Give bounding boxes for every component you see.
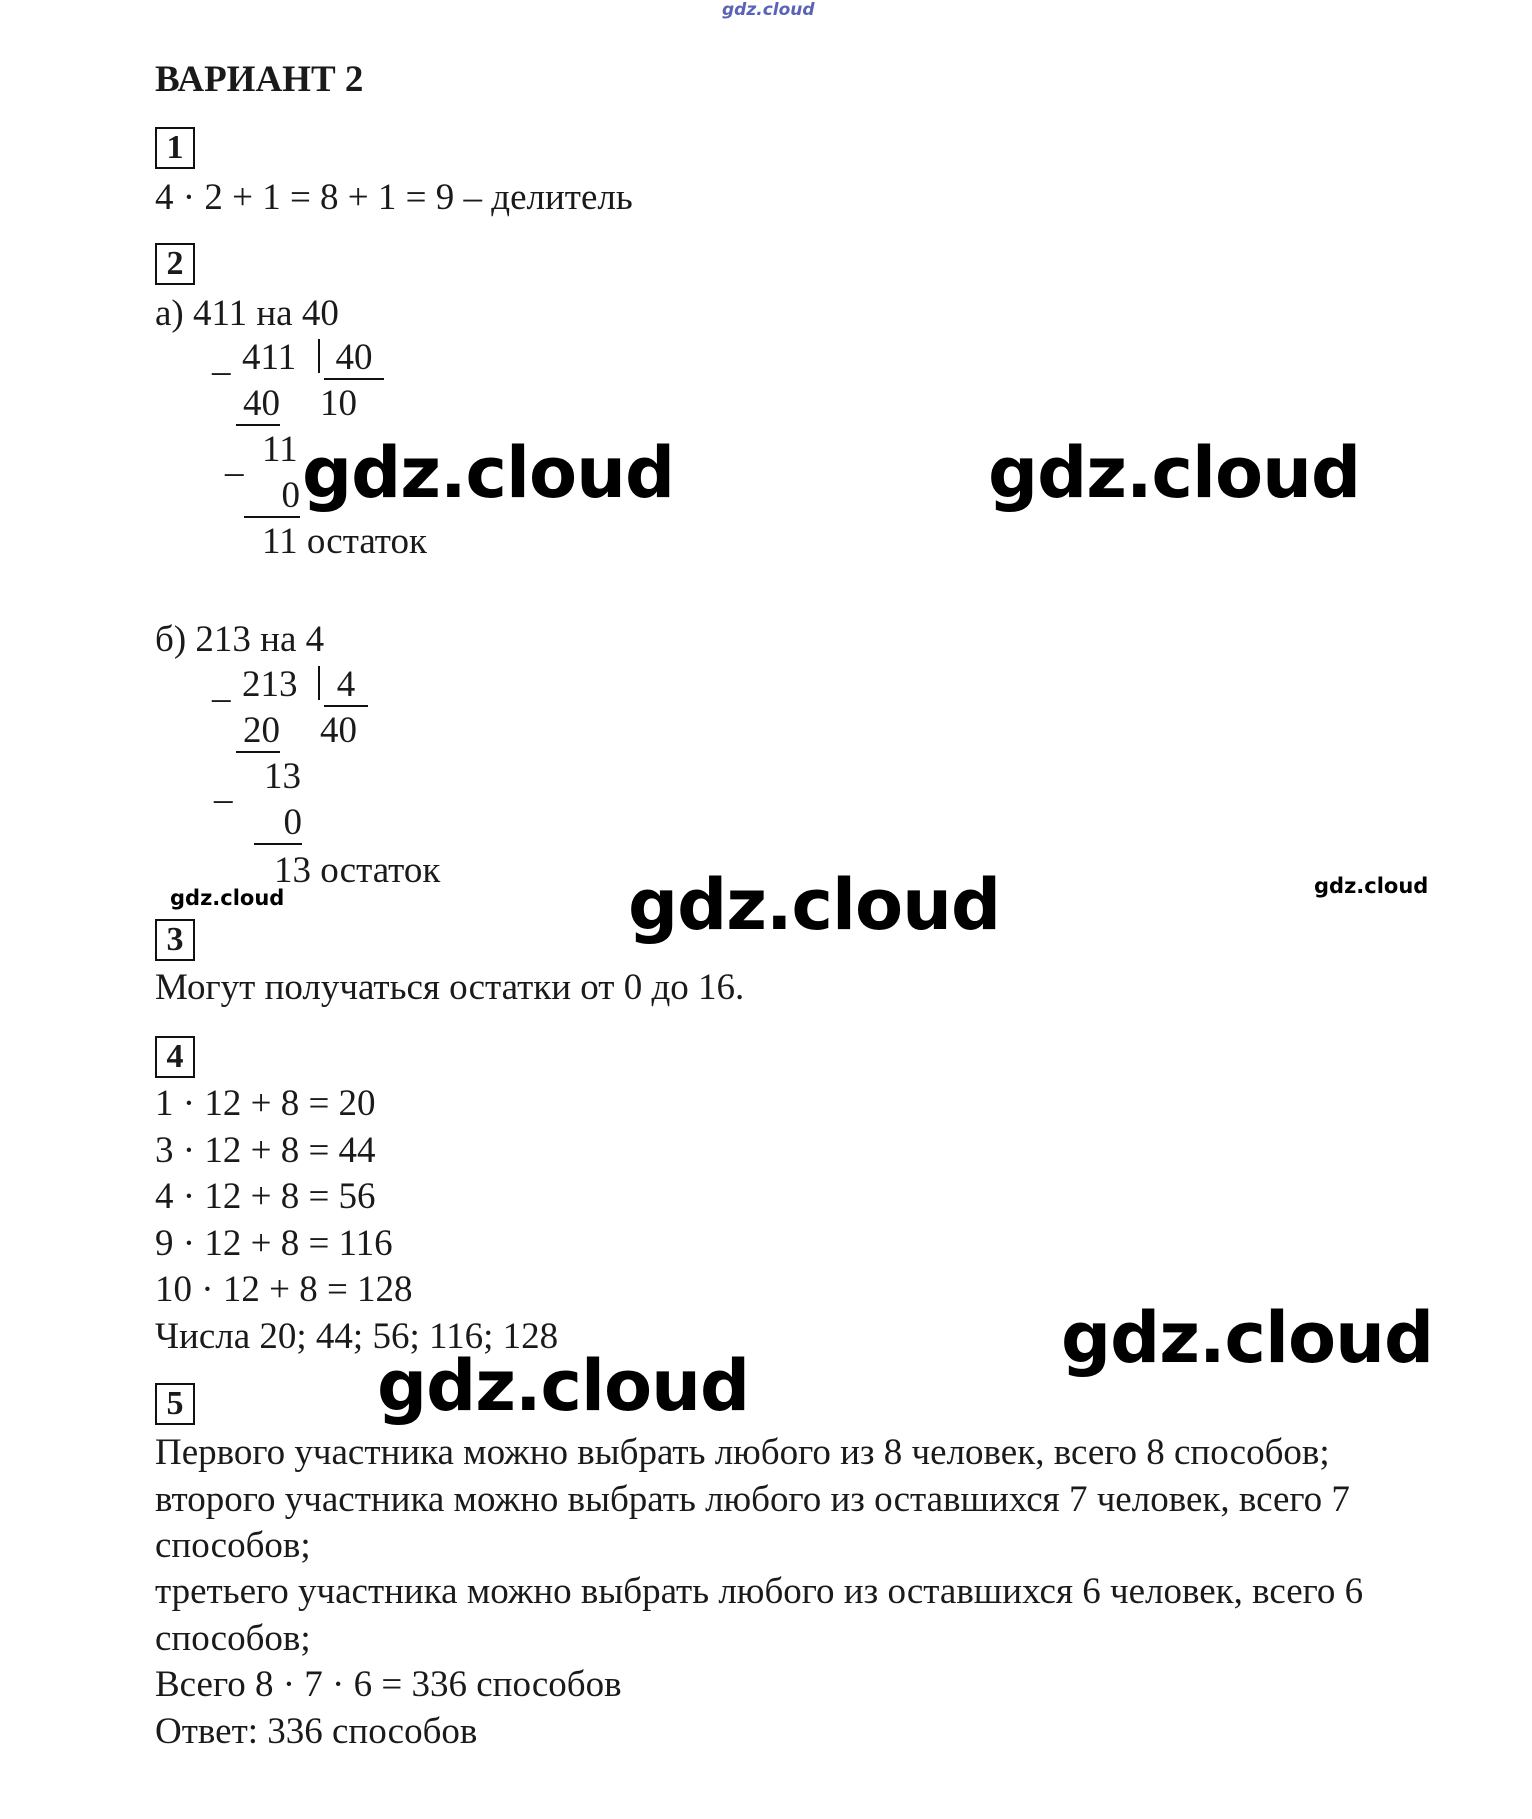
task-2a-sub-1-wrap [236, 382, 280, 426]
task-2b-divisor: 4 [324, 665, 368, 707]
task-2b-divisor-block [312, 663, 368, 707]
task-2b-sub-2: 0 [254, 803, 302, 845]
task-4-line: 9 · 12 + 8 = 116 [155, 1223, 393, 1264]
task-2b-dividend: 213 [242, 664, 298, 705]
task-2b-remainder: 13 остаток [274, 850, 441, 891]
watermark-small: gdz.cloud [1314, 874, 1429, 898]
task-2a-divisor: 40 [324, 338, 384, 380]
task-3-line: Могут получаться остатки от 0 до 16. [155, 967, 745, 1008]
task-5-number: 5 [155, 1383, 195, 1425]
task-5-line: второго участника можно выбрать любого из оставшихся 7 человек, всего 7 [155, 1479, 1350, 1520]
task-2a-minus-1: _ [212, 338, 231, 379]
page-title: ВАРИАНТ 2 [155, 59, 364, 100]
task-5-line: способов; [155, 1618, 311, 1659]
task-2a-sub-2-wrap [244, 474, 300, 518]
task-5-line: Первого участника можно выбрать любого из 8 человек, всего 8 способов; [155, 1432, 1330, 1473]
task-1-line: 4 · 2 + 1 = 8 + 1 = 9 – делитель [155, 177, 633, 218]
task-2b-sub-1-wrap [236, 709, 280, 753]
task-2a-rem-1: 11 [262, 429, 298, 470]
task-2-number: 2 [155, 243, 195, 285]
division-bar [318, 666, 320, 700]
division-bar [318, 339, 320, 373]
task-5-line: третьего участника можно выбрать любого из оставшихся 6 человек, всего 6 [155, 1571, 1364, 1612]
task-5-line: Всего 8 · 7 · 6 = 336 способов [155, 1664, 622, 1705]
task-4-summary: Числа 20; 44; 56; 116; 128 [155, 1316, 559, 1357]
task-2b-minus-1: _ [212, 665, 231, 706]
task-2b-label: б) 213 на 4 [155, 619, 325, 660]
task-2a-remainder: 11 остаток [262, 521, 427, 562]
task-4-number: 4 [155, 1036, 195, 1078]
task-2a-label: а) 411 на 40 [155, 293, 339, 334]
task-1-number: 1 [155, 127, 195, 169]
task-2b-rem-1: 13 [264, 756, 301, 797]
task-4-line: 3 · 12 + 8 = 44 [155, 1130, 376, 1171]
watermark: gdz.cloud [377, 1345, 750, 1427]
task-5-answer: Ответ: 336 способов [155, 1711, 478, 1752]
task-2a-divisor-block [312, 336, 384, 380]
task-4-line: 10 · 12 + 8 = 128 [155, 1269, 413, 1310]
watermark-top: gdz.cloud [722, 0, 815, 20]
watermark: gdz.cloud [1061, 1297, 1434, 1379]
watermark: gdz.cloud [988, 432, 1361, 514]
task-2a-sub-1: 40 [236, 384, 280, 426]
task-2b-quotient: 40 [320, 710, 357, 751]
task-2a-dividend: 411 [242, 337, 297, 378]
watermark: gdz.cloud [302, 432, 675, 514]
task-2b-sub-2-wrap [254, 801, 302, 845]
task-2a-quotient: 10 [320, 383, 357, 424]
watermark-small: gdz.cloud [170, 886, 285, 910]
task-2a-sub-2: 0 [244, 476, 300, 518]
task-3-number: 3 [155, 919, 195, 961]
task-4-line: 1 · 12 + 8 = 20 [155, 1083, 376, 1124]
task-4-line: 4 · 12 + 8 = 56 [155, 1176, 376, 1217]
task-2a-minus-2: _ [225, 439, 244, 480]
watermark: gdz.cloud [628, 864, 1001, 946]
task-5-line: способов; [155, 1525, 311, 1566]
task-2b-sub-1: 20 [236, 711, 280, 753]
task-2b-minus-2: _ [214, 766, 233, 807]
